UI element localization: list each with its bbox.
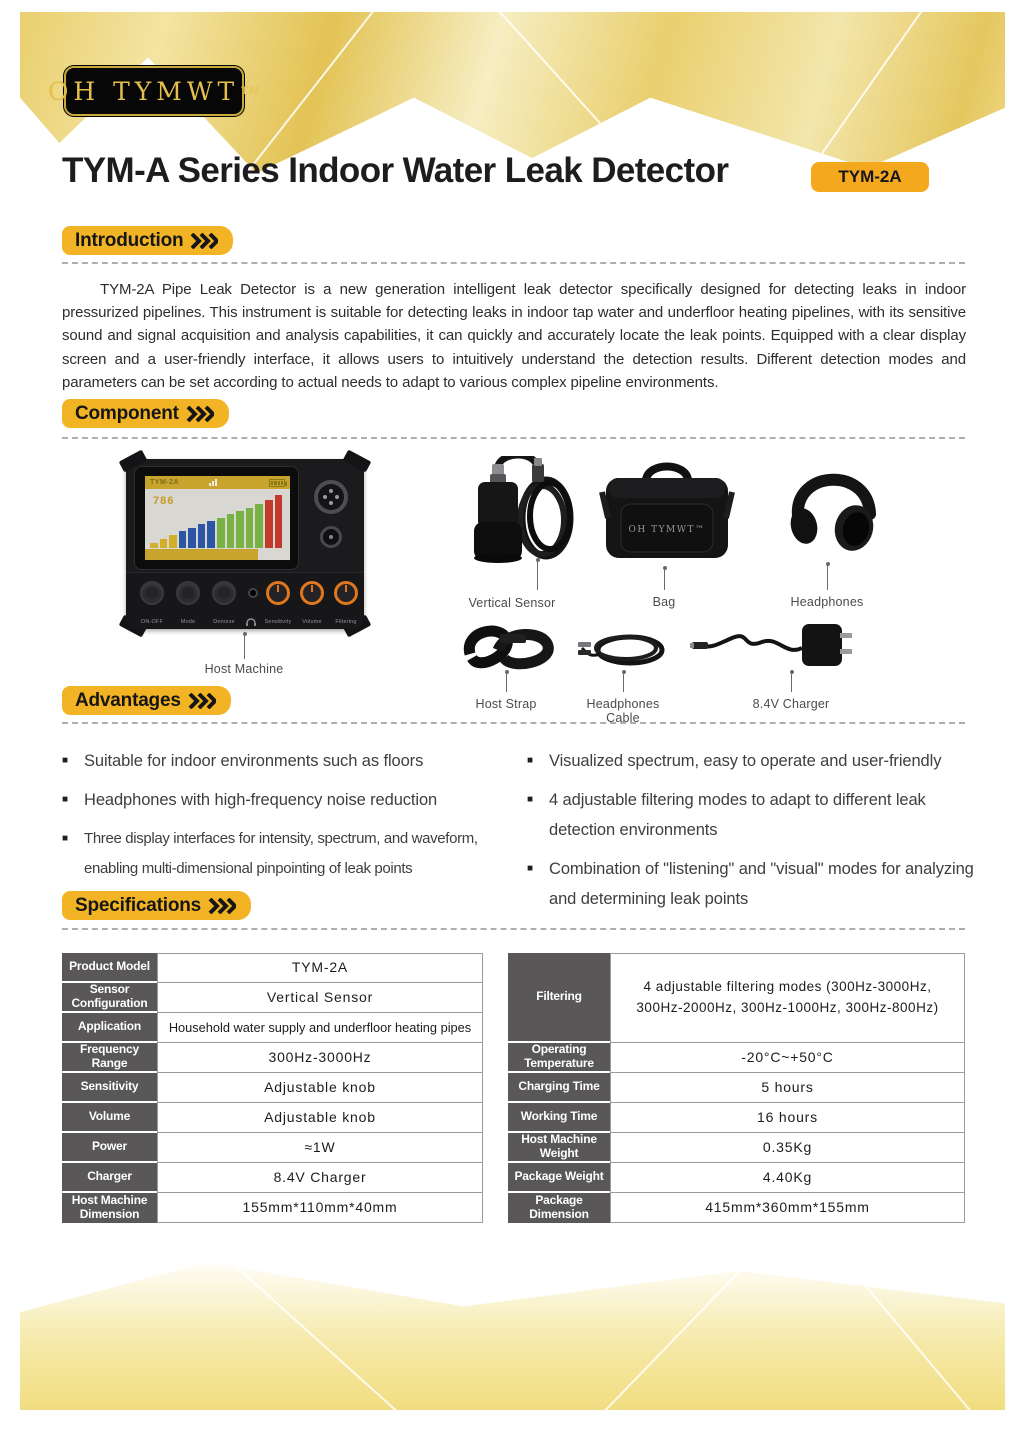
spec-value: 4 adjustable filtering modes (300Hz-3000Hz, 300Hz-2000Hz, 300Hz-1000Hz, 300Hz-800Hz): [610, 953, 965, 1043]
pointer-line: [506, 672, 507, 692]
headphone-icon: [245, 618, 257, 626]
screen-bars: [150, 493, 282, 548]
section-header-specifications: [62, 891, 251, 920]
spec-label: Operating Temperature: [508, 1043, 610, 1073]
spec-row: [62, 1043, 483, 1073]
spec-value: -20°C~+50°C: [610, 1043, 965, 1073]
spec-label: Filtering: [508, 953, 610, 1043]
advantage-item: [62, 824, 524, 884]
square-bullet-icon: ■: [62, 794, 68, 805]
spec-row: [508, 953, 965, 1043]
device-screen: [145, 476, 290, 560]
spectrum-bar: [188, 528, 196, 548]
mode-button: [176, 581, 200, 605]
filtering-knob: [334, 581, 358, 605]
svg-text:OH TYMWT™: OH TYMWT™: [628, 525, 706, 535]
section-label: Introduction: [75, 229, 184, 251]
spec-label: Sensor Configuration: [62, 983, 157, 1013]
spec-row: [508, 1043, 965, 1073]
advantage-item: [62, 785, 524, 815]
spec-label: Package Dimension: [508, 1193, 610, 1223]
host-strap-image: [460, 620, 556, 676]
on-off-button: [140, 581, 164, 605]
control-label: Denoise: [213, 619, 235, 625]
introduction-paragraph: TYM-2A Pipe Leak Detector is a new generation intelligent leak detector specifically designed for detecting leaks in indoor pressurized pipelines. This instrument is suitable for detecting leaks in indoor tap water and underfloor heating pipelines, with its sensitive sound and signal acquisition and analysis capabilities, it can quickly and accurately locate the leak points. Equipped with a clear display screen and a user-friendly interface, it allows users to intuitively understand the detection results. Different detection modes and parameters can be set according to actual needs to adapt to various complex pipeline environments.: [62, 281, 966, 391]
component-label-bag: Bag: [652, 595, 676, 609]
spectrum-bar: [246, 508, 254, 548]
spec-label: Package Weight: [508, 1163, 610, 1193]
sensor-connector-port: [314, 480, 348, 514]
triple-chevron-icon: [186, 406, 214, 422]
triple-chevron-icon: [208, 898, 236, 914]
spec-row: [62, 953, 483, 983]
spectrum-bar: [169, 535, 177, 548]
control-label: Filtering: [335, 619, 357, 625]
spec-row: [62, 1013, 483, 1043]
component-label-vertical-sensor: Vertical Sensor: [468, 596, 556, 610]
advantage-text: Headphones with high-frequency noise reduction: [84, 791, 438, 809]
component-label-host-strap: Host Strap: [475, 697, 537, 711]
dashed-divider: [62, 928, 965, 930]
trademark-symbol: TM: [241, 85, 261, 97]
spec-value: 8.4V Charger: [157, 1163, 483, 1193]
corner-tab: [343, 450, 372, 473]
screen-reading: 786: [153, 495, 175, 507]
spec-row: [62, 1193, 483, 1223]
spec-label: Frequency Range: [62, 1043, 157, 1073]
pointer-line: [623, 672, 624, 692]
spec-table-right: [508, 953, 965, 1223]
advantage-text: Suitable for indoor environments such as floors: [84, 752, 424, 770]
headphone-jack: [248, 588, 258, 598]
spec-row: [508, 1163, 965, 1193]
spec-row: [62, 983, 483, 1013]
triple-chevron-icon: [190, 233, 218, 249]
control-label: ON-OFF: [140, 619, 164, 625]
spectrum-bar: [198, 524, 206, 548]
bottom-gold-band: [20, 1262, 1005, 1410]
screen-bottom-strip: [145, 549, 258, 560]
battery-icon: [269, 479, 285, 487]
spec-value: Vertical Sensor: [157, 983, 483, 1013]
model-badge: TYM-2A: [811, 162, 929, 192]
bag-image: [598, 458, 736, 563]
brand-logo-text: OH TYMWT: [47, 76, 240, 106]
spectrum-bar: [217, 518, 225, 548]
host-machine-image: [126, 459, 364, 629]
spec-value: Adjustable knob: [157, 1103, 483, 1133]
advantages-list-right: [527, 746, 979, 923]
section-label: Component: [75, 402, 179, 424]
pointer-line: [664, 568, 665, 590]
component-label-host-machine: Host Machine: [204, 662, 284, 676]
screen-header: [145, 476, 290, 489]
advantages-list-left: [62, 746, 524, 893]
spec-label: Charging Time: [508, 1073, 610, 1103]
spec-row: [508, 1193, 965, 1223]
section-label: Advantages: [75, 689, 181, 711]
spec-row: [62, 1163, 483, 1193]
square-bullet-icon: ■: [527, 863, 533, 874]
spec-label: Sensitivity: [62, 1073, 157, 1103]
screen-model-text: TYM-2A: [150, 479, 180, 486]
spectrum-bar: [150, 543, 158, 549]
spec-label: Volume: [62, 1103, 157, 1133]
spectrum-bar: [275, 495, 283, 548]
screen-bezel: [134, 466, 299, 570]
spectrum-bar: [227, 514, 235, 548]
spec-row: [62, 1103, 483, 1133]
pointer-line: [827, 564, 828, 590]
charger-port: [320, 526, 342, 548]
section-header-introduction: [62, 226, 233, 255]
dashed-divider: [62, 437, 965, 439]
advantage-text: 4 adjustable filtering modes to adapt to different leak detection environments: [549, 791, 926, 839]
headphones-image: [784, 456, 882, 560]
spec-label: Working Time: [508, 1103, 610, 1133]
dashed-divider: [62, 262, 965, 264]
square-bullet-icon: ■: [527, 794, 533, 805]
section-header-component: [62, 399, 229, 428]
section-header-advantages: [62, 686, 231, 715]
spec-label: Host Machine Weight: [508, 1133, 610, 1163]
spec-row: [62, 1133, 483, 1163]
spec-value: 300Hz-3000Hz: [157, 1043, 483, 1073]
spec-label: Host Machine Dimension: [62, 1193, 157, 1223]
pointer-line: [791, 672, 792, 692]
spec-value: 5 hours: [610, 1073, 965, 1103]
spec-label: Application: [62, 1013, 157, 1043]
square-bullet-icon: ■: [62, 833, 68, 844]
pointer-line: [537, 560, 538, 590]
spec-row: [508, 1103, 965, 1133]
spec-label: Power: [62, 1133, 157, 1163]
signal-icon: [209, 479, 217, 486]
brand-logo: [47, 66, 261, 116]
triple-chevron-icon: [188, 693, 216, 709]
pointer-line: [244, 634, 245, 659]
volume-knob: [300, 581, 324, 605]
bottom-gold-gradient: [20, 1262, 1005, 1410]
spec-value: TYM-2A: [157, 953, 483, 983]
component-label-headphones: Headphones: [790, 595, 864, 609]
headphones-cable-image: [576, 628, 670, 672]
vertical-sensor-image: [462, 456, 580, 584]
square-bullet-icon: ■: [527, 755, 533, 766]
spectrum-bar: [236, 511, 244, 548]
advantage-text: Combination of "listening" and "visual" modes for analyzing and determining leak points: [549, 860, 974, 908]
control-label: Sensitivity: [264, 619, 292, 625]
component-label-headphones-cable: Headphones Cable: [586, 697, 660, 725]
control-label: Volume: [302, 619, 322, 625]
spec-row: [62, 1073, 483, 1103]
advantage-text: Three display interfaces for intensity, spectrum, and waveform, enabling multi-dimensional pinpointing of leak points: [84, 830, 478, 877]
page-title: TYM-A Series Indoor Water Leak Detector: [62, 151, 729, 190]
spec-label: Charger: [62, 1163, 157, 1193]
spec-value: 4.40Kg: [610, 1163, 965, 1193]
advantage-item: [527, 746, 979, 776]
spectrum-bar: [160, 539, 168, 548]
spec-row: [508, 1133, 965, 1163]
spec-value: 0.35Kg: [610, 1133, 965, 1163]
control-label: Mode: [180, 619, 196, 625]
advantage-item: [527, 785, 979, 845]
sensitivity-knob: [266, 581, 290, 605]
component-label-charger: 8.4V Charger: [752, 697, 830, 711]
spec-label: Product Model: [62, 953, 157, 983]
control-panel: [126, 572, 364, 629]
square-bullet-icon: ■: [62, 755, 68, 766]
spec-value: 16 hours: [610, 1103, 965, 1133]
spec-value: ≈1W: [157, 1133, 483, 1163]
section-label: Specifications: [75, 894, 202, 916]
spectrum-bar: [179, 531, 187, 548]
spectrum-bar: [207, 521, 215, 548]
spec-table-left: [62, 953, 483, 1223]
dashed-divider: [62, 722, 965, 724]
spec-value: Household water supply and underfloor heating pipes: [157, 1013, 483, 1043]
charger-image: [690, 618, 852, 676]
spec-value: Adjustable knob: [157, 1073, 483, 1103]
spectrum-bar: [265, 500, 273, 548]
spec-value: 155mm*110mm*40mm: [157, 1193, 483, 1223]
advantage-item: [527, 854, 979, 914]
denoise-button: [212, 581, 236, 605]
spec-row: [508, 1073, 965, 1103]
advantage-text: Visualized spectrum, easy to operate and user-friendly: [549, 752, 942, 770]
spec-value: 415mm*360mm*155mm: [610, 1193, 965, 1223]
spectrum-bar: [255, 504, 263, 548]
advantage-item: [62, 746, 524, 776]
